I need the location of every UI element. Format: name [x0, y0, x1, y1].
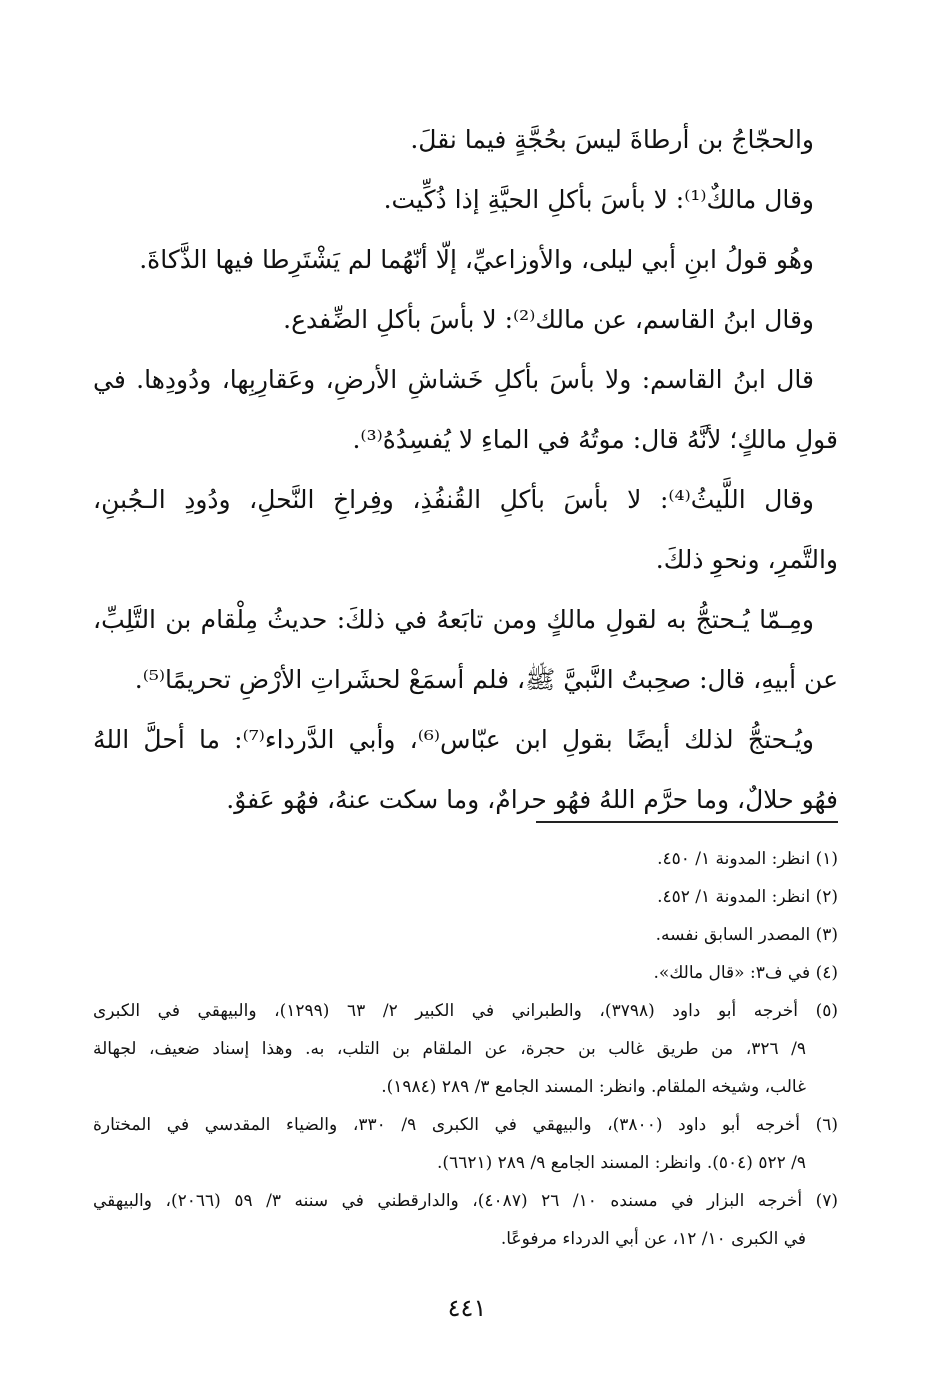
footnotes — [93, 840, 838, 1258]
body-line: ويُـحتجُّ لذلك أيضًا بقولِ ابن عبّاس⁽⁶⁾، وأبي الدَّرداء⁽⁷⁾: ما أحلَّ اللهُ — [93, 725, 815, 754]
footnote-line: (٥) أخرجه أبو داود (٣٧٩٨)، والطبراني في الكبير ٢/ ٦٣ (١٢٩٩)، والبيهقي في الكبرى — [93, 1001, 838, 1021]
footnote-line: (٧) أخرجه البزار في مسنده ١٠/ ٢٦ (٤٠٨٧)، والدارقطني في سننه ٣/ ٥٩ (٢٠٦٦)، والبيهقي — [93, 1191, 838, 1211]
footnote-line: ٩/ ٣٢٦، من طريق غالب بن حجرة، عن الملقام بن التلب، به. وهذا إسناد ضعيف، لجهالة — [93, 1039, 806, 1059]
footnote-line: (٦) أخرجه أبو داود (٣٨٠٠)، والبيهقي في الكبرى ٩/ ٣٣٠، والضياء المقدسي في المختارة — [93, 1115, 838, 1135]
footnote-line: (٢) انظر: المدونة ١/ ٤٥٢. — [657, 887, 838, 907]
body-line: وقال مالكٌ⁽¹⁾: لا بأسَ بأكلِ الحيَّةِ إذا ذُكِّيت. — [383, 185, 814, 214]
page-number: ٤٤١ — [447, 1294, 487, 1322]
footnote-line: في الكبرى ١٠/ ١٢، عن أبي الدرداء مرفوعًا. — [500, 1229, 806, 1249]
footnote-separator — [536, 821, 838, 823]
body-line: وقال ابنُ القاسم، عن مالك⁽²⁾: لا بأسَ بأكلِ الضِّفدع. — [283, 305, 814, 334]
body-line: عن أبيهِ، قال: صحِبتُ النَّبيَّ ﷺ، فلم أسمَعْ لحشَراتِ الأرْضِ تحريمًا⁽⁵⁾. — [134, 665, 838, 694]
body-line: وقال اللَّيثُ⁽⁴⁾: لا بأسَ بأكلِ القُنفُذِ، وفِراخِ النَّحلِ، ودُودِ الـجُبنِ، — [93, 485, 815, 514]
footnote-line: (١) انظر: المدونة ١/ ٤٥٠. — [657, 849, 838, 869]
footnote-line: غالب، وشيخه الملقام. وانظر: المسند الجامع ٣/ ٢٨٩ (١٩٨٤). — [381, 1077, 806, 1097]
footnote-line: (٣) المصدر السابق نفسه. — [655, 925, 838, 945]
footnote-line: ٩/ ٥٢٢ (٥٠٤). وانظر: المسند الجامع ٩/ ٢٨٩ (٦٦٢١). — [437, 1153, 806, 1173]
main-text — [93, 110, 838, 830]
footnote-line: (٤) في ف٣: «قال مالك». — [653, 963, 838, 983]
body-line: وهُو قولُ ابنِ أبي ليلى، والأوزاعيِّ، إلّا أنّهُما لم يَشْتَرِطا فيها الذَّكاةَ. — [139, 245, 814, 274]
body-line: والتَّمرِ، ونحوِ ذلكَ. — [655, 545, 838, 574]
body-line: والحجّاجُ بن أرطاةَ ليسَ بحُجَّةٍ فيما نقلَ. — [410, 125, 814, 154]
body-line: ومِـمّا يُـحتجُّ به لقولِ مالكٍ ومن تابَعهُ في ذلكَ: حديثُ مِلْقام بن التَّلِبِّ، — [93, 605, 814, 634]
body-line: قال ابنُ القاسم: ولا بأسَ بأكلِ خَشاشِ الأرضِ، وعَقارِبِها، ودُودِها. في — [93, 365, 814, 394]
body-line: قولِ مالكٍ؛ لأنَّهُ قال: موتُهُ في الماءِ لا يُفسِدُهُ⁽³⁾. — [352, 425, 838, 454]
body-line: فهُو حلالٌ، وما حرَّم اللهُ فهُو حرامٌ، وما سكت عنهُ، فهُو عَفوٌ. — [226, 785, 838, 814]
